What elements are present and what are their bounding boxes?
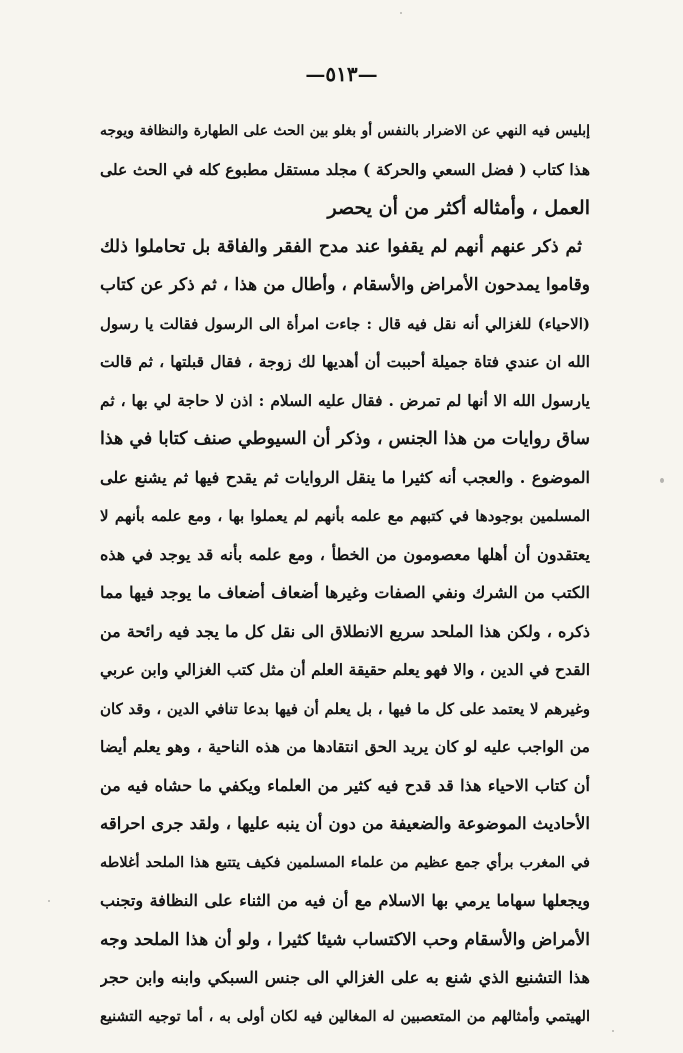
text-line: ويجعلها سهاما يرمي بها الاسلام مع أن فيه من الثناء على النظافة وتجنب	[100, 891, 590, 910]
text-line: ثم ذكر عنهم أنهم لم يقفوا عند مدح الفقر والفاقة بل تحاملوا ذلك	[100, 236, 582, 257]
text-line: ذكره ، ولكن هذا الملحد سريع الانطلاق الى نقل كل ما يجد فيه رائحة من	[100, 621, 590, 641]
scan-speck	[612, 1030, 614, 1032]
text-line: العمل ، وأمثاله أكثر من أن يحصر	[327, 197, 590, 219]
scan-speck	[48, 900, 50, 902]
text-line: وغيرهم لا يعتمد على كل ما فيها ، بل يعلم أن فيها بدعا تنافي الدين ، وقد كان	[100, 699, 590, 718]
text-line: إبليس فيه النهي عن الاضرار بالنفس أو بغلو بين الحث على الطهارة والنظافة ويوجه	[100, 123, 590, 139]
text-line: يعتقدون أن أهلها معصومون من الخطأ ، ومع علمه بأنه قد يوجد في هذه	[100, 544, 590, 564]
text-line: وقاموا يمدحون الأمراض والأسقام ، وأطال من هذا ، ثم ذكر عن كتاب	[100, 275, 590, 295]
text-line: الأحاديث الموضوعة والضعيفة من دون أن ينبه عليها ، ولقد جرى احراقه	[100, 814, 590, 833]
text-line: الكتب من الشرك ونفي الصفات وغيرها أضعاف أضعاف ما يوجد فيها مما	[100, 583, 590, 602]
text-line: القدح في الدين ، والا فهو يعلم حقيقة العلم أن مثل كتب الغزالي وابن عربي	[100, 660, 590, 679]
text-line: في المغرب برأي جمع عظيم من علماء المسلمين فكيف يتتبع هذا الملحد أغلاطه	[100, 853, 590, 871]
text-line: المسلمين بوجودها في كتبهم مع علمه بأنهم لم يعملوا بها ، ومع علمه بأنهم لا	[100, 507, 590, 525]
text-line: هذا التشنيع الذي شنع به على الغزالي الى جنس السبكي وابنه وابن حجر	[100, 968, 590, 987]
scan-speck	[400, 12, 402, 14]
text-line: ساق روايات من هذا الجنس ، وذكر أن السيوطي صنف كتابا في هذا	[100, 429, 590, 449]
page-number: —٥١٣—	[305, 62, 378, 86]
text-line: (الاحياء) للغزالي أنه نقل فيه قال : جاءت امرأة الى الرسول فقالت يا رسول	[100, 314, 590, 333]
text-line: الله ان عندي فتاة جميلة أحببت أن أهديها لك زوجة ، فقال قبلتها ، ثم قالت	[100, 352, 590, 371]
scan-speck	[660, 478, 664, 483]
text-line: الهيتمي وأمثالهم من المتعصبين له المغالين فيه لكان أولى به ، أما توجيه التشنيع	[100, 1007, 590, 1025]
text-line: يارسول الله الا أنها لم تمرض . فقال عليه السلام : اذن لا حاجة لي بها ، ثم	[100, 390, 590, 410]
text-line: الأمراض والأسقام وحب الاكتساب شيئا كثيرا ، ولو أن هذا الملحد وجه	[100, 929, 590, 950]
text-line: الموضوع . والعجب أنه كثيرا ما ينقل الروايات ثم يقدح فيها ثم يشنع على	[100, 467, 590, 487]
text-line: هذا كتاب ( فضل السعي والحركة ) مجلد مستقل مطبوع كله في الحث على	[100, 159, 590, 179]
text-line: أن كتاب الاحياء هذا قد قدح فيه كثير من العلماء ويكفي ما حشاه فيه من	[100, 775, 590, 795]
body-text	[100, 112, 590, 1036]
text-line: من الواجب عليه لو كان يريد الحق انتقادها من هذه الناحية ، وهو يعلم أيضا	[100, 737, 590, 756]
